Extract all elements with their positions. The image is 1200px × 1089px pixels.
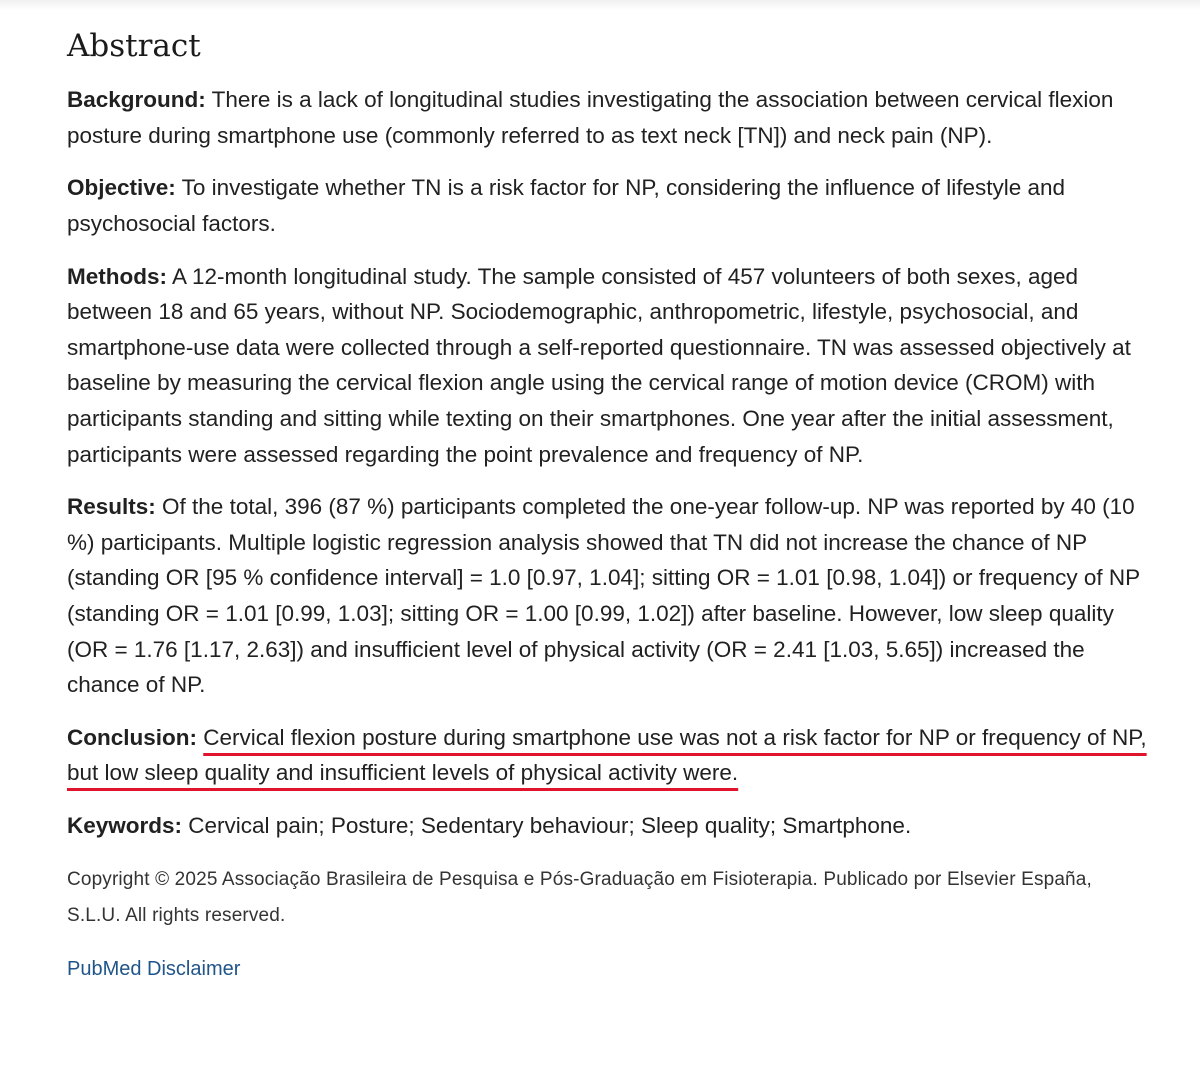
abstract-container [67, 26, 1147, 981]
conclusion-label: Conclusion: [67, 724, 197, 750]
background-section [67, 82, 1147, 153]
keywords-text: Cervical pain; Posture; Sedentary behaviour; Sleep quality; Smartphone. [182, 812, 912, 838]
conclusion-section [67, 720, 1147, 791]
keywords-label: Keywords: [67, 812, 183, 838]
conclusion-highlighted-text: Cervical flexion posture during smartphone use was not a risk factor for NP or frequency of NP, but low sleep quality and insufficient levels of physical activity were. [67, 724, 1147, 786]
pubmed-disclaimer-link[interactable]: PubMed Disclaimer [67, 957, 241, 980]
results-label: Results: [67, 494, 156, 520]
abstract-heading: Abstract [67, 28, 201, 64]
background-text: There is a lack of longitudinal studies investigating the association between cervical flexion posture during smartphone use (commonly referred to as text neck [TN]) and neck pain (NP). [67, 87, 1114, 148]
objective-text: To investigate whether TN is a risk factor for NP, considering the influence of lifestyle and psychosocial factors. [67, 175, 1066, 237]
keywords-section [67, 808, 1147, 844]
methods-text: A 12-month longitudinal study. The sample consisted of 457 volunteers of both sexes, aged between 18 and 65 years, without NP. Sociodemographic, anthropometric, lifestyle, psychosocial, and smartphone-use data were collected through a self-reported questionnaire. TN was assessed objectively at baseline by measuring the cervical flexion angle using the cervical range of motion device (CROM) with participants standing and sitting while texting on their smartphones. One year after the initial assessment, participants were assessed regarding the point prevalence and frequency of NP. [67, 263, 1131, 467]
objective-section [67, 170, 1147, 241]
copyright-notice: Copyright © 2025 Associação Brasileira de Pesquisa e Pós-Graduação em Fisioterapia. Publicado por Elsevier España, S.L.U. All rights reserved. [67, 868, 1092, 926]
results-section [67, 489, 1147, 703]
methods-label: Methods: [67, 263, 167, 289]
objective-label: Objective: [67, 175, 176, 201]
top-edge-shadow [0, 0, 1200, 10]
methods-section [67, 259, 1147, 473]
results-text: Of the total, 396 (87 %) participants completed the one-year follow-up. NP was reported by 40 (10 %) participants. Multiple logistic regression analysis showed that TN did not increase the chance of NP (standing OR [95 % confidence interval] = 1.0 [0.97, 1.04]; sitting OR = 1.01 [0.98, 1.04]) or frequency of NP (standing OR = 1.01 [0.99, 1.03]; sitting OR = 1.00 [0.99, 1.02]) after baseline. However, low sleep quality (OR = 1.76 [1.17, 2.63]) and insufficient level of physical activity (OR = 2.41 [1.03, 5.65]) increased the chance of NP. [67, 494, 1140, 698]
background-label: Background: [67, 87, 206, 113]
